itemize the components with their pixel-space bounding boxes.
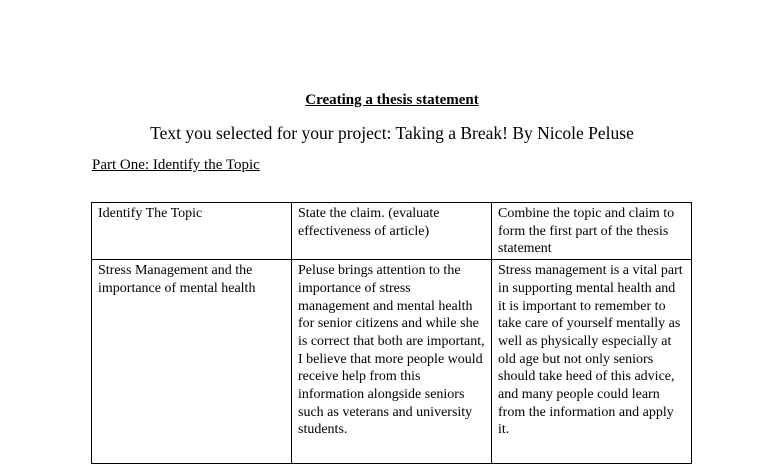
part-heading: Part One: Identify the Topic	[92, 157, 260, 173]
thesis-table	[91, 202, 692, 464]
table-header-row	[92, 203, 692, 260]
table-row	[92, 260, 692, 464]
header-cell-claim: State the claim. (evaluate effectiveness of article)	[292, 203, 492, 260]
document-subtitle: Text you selected for your project: Taking a Break! By Nicole Peluse	[150, 123, 634, 143]
cell-combine: Stress management is a vital part in supporting mental health and it is important to remember to take care of yourself mentally as well as physically especially at old age but not only seniors should take heed of this advice, and many people could learn from the information and apply it.	[492, 260, 692, 464]
header-cell-combine: Combine the topic and claim to form the first part of the thesis statement	[492, 203, 692, 260]
cell-claim: Peluse brings attention to the importance of stress management and mental health for senior citizens and while she is correct that both are important, I believe that more people would receive help from this information alongside seniors such as veterans and university students.	[292, 260, 492, 464]
document-title: Creating a thesis statement	[305, 92, 479, 108]
header-cell-topic: Identify The Topic	[92, 203, 292, 260]
cell-topic: Stress Management and the importance of mental health	[92, 260, 292, 464]
